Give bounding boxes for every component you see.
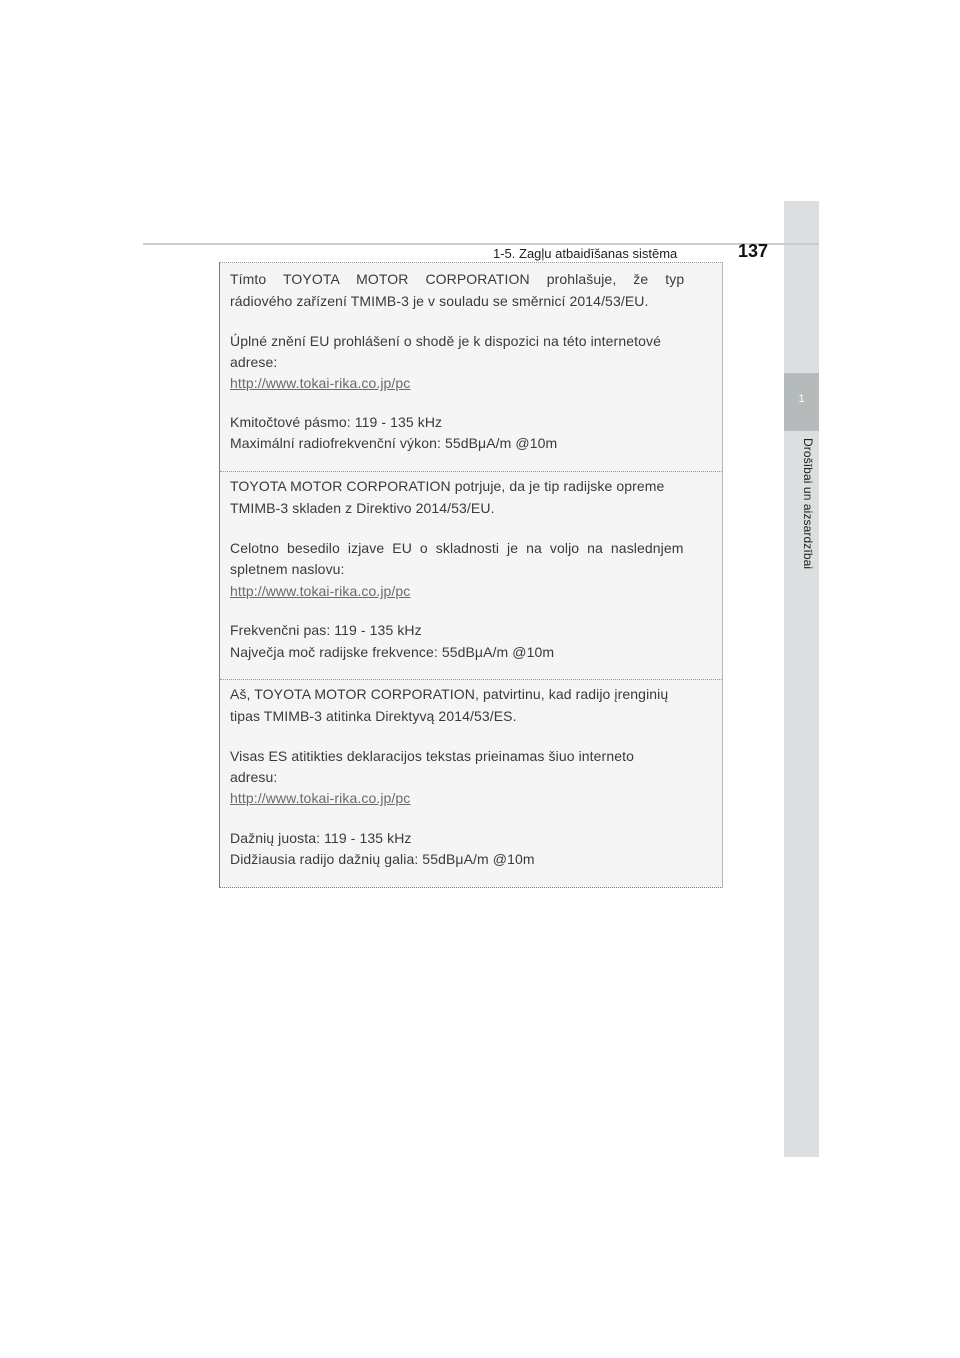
- page-number: 137: [738, 241, 769, 261]
- lt-url-link[interactable]: http://www.tokai-rika.co.jp/pc: [230, 790, 411, 806]
- block-divider-2: [220, 679, 722, 680]
- lt-line-3: Visas ES atitikties deklaracijos tekstas prieinamas šiuo interneto: [230, 748, 634, 764]
- lt-line-4: adresu:: [230, 769, 278, 785]
- section-title: 1-5. Zagļu atbaidīšanas sistēma: [493, 246, 678, 261]
- chapter-number: 1: [798, 393, 805, 405]
- sl-line-4: spletnem naslovu:: [230, 561, 345, 577]
- chapter-title: Drošībai un aizsardzībai: [801, 438, 815, 570]
- cz-line-4: adrese:: [230, 354, 278, 370]
- lt-line-2: tipas TMIMB-3 atitinka Direktyvą 2014/53/ES.: [230, 708, 517, 724]
- cz-line-2: rádiového zařízení TMIMB-3 je v souladu se směrnicí 2014/53/EU.: [230, 293, 649, 309]
- sl-line-6: Frekvenčni pas: 119 - 135 kHz: [230, 622, 422, 638]
- cz-line-1: Tímto TOYOTA MOTOR CORPORATION prohlašuje, že typ: [230, 271, 685, 287]
- cz-line-6: Kmitočtové pásmo: 119 - 135 kHz: [230, 414, 443, 430]
- sl-line-3: Celotno besedilo izjave EU o skladnosti je na voljo na naslednjem: [230, 540, 684, 556]
- lt-line-6: Dažnių juosta: 119 - 135 kHz: [230, 830, 412, 846]
- cz-url-link[interactable]: http://www.tokai-rika.co.jp/pc: [230, 375, 411, 391]
- lt-line-1: Aš, TOYOTA MOTOR CORPORATION, patvirtinu, kad radijo įrenginių: [230, 686, 669, 702]
- cz-line-7: Maximální radiofrekvenční výkon: 55dBμA/m @10m: [230, 435, 558, 451]
- sl-line-7: Največja moč radijske frekvence: 55dBμA/m @10m: [230, 644, 555, 660]
- header-rule: [143, 243, 819, 245]
- chapter-side-bar: [784, 201, 819, 1157]
- sl-line-2: TMIMB-3 skladen z Direktivo 2014/53/EU.: [230, 500, 495, 516]
- sl-line-1: TOYOTA MOTOR CORPORATION potrjuje, da je tip radijske opreme: [230, 478, 665, 494]
- lt-line-7: Didžiausia radijo dažnių galia: 55dBμA/m @10m: [230, 851, 535, 867]
- declaration-box: [219, 262, 723, 888]
- sl-url-link[interactable]: http://www.tokai-rika.co.jp/pc: [230, 583, 411, 599]
- block-divider-1: [220, 471, 722, 472]
- cz-line-3: Úplné znění EU prohlášení o shodě je k dispozici na této internetové: [230, 333, 661, 349]
